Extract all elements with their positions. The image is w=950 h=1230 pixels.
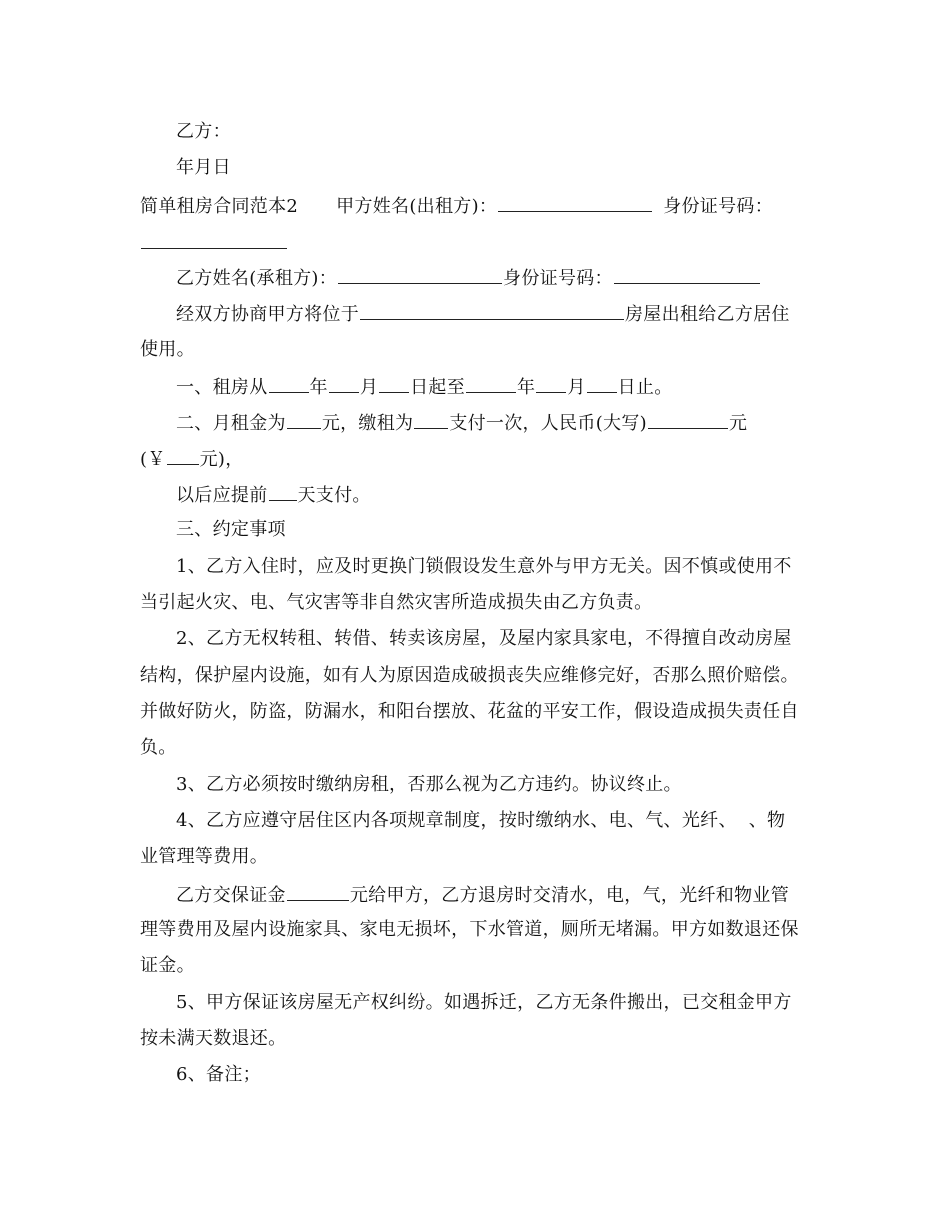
text: 年月日 — [176, 157, 231, 178]
blank — [329, 374, 359, 393]
text: 使用。 — [140, 339, 195, 360]
contract-title: 简单租房合同范本2 — [140, 196, 299, 217]
text-line — [176, 991, 820, 1015]
text: 经双方协商甲方将位于 — [176, 304, 359, 325]
text-line — [140, 918, 820, 942]
blank — [414, 410, 448, 429]
blank — [648, 410, 728, 429]
text: 元 — [728, 413, 748, 434]
section-heading — [176, 518, 820, 542]
text-line — [140, 338, 820, 362]
party-a-id-blank-line — [140, 230, 820, 254]
text-line — [176, 482, 820, 506]
text: 负。 — [140, 737, 177, 758]
text-line — [140, 664, 820, 688]
text-line — [176, 773, 820, 797]
text-line — [140, 700, 820, 724]
party-a-id-label: 身份证号码： — [663, 196, 774, 217]
blank — [536, 374, 566, 393]
party-a-id-blank — [141, 230, 287, 249]
party-b-signature-label — [176, 120, 820, 144]
party-b-id-label: 身份证号码： — [503, 268, 613, 289]
blank — [287, 410, 321, 429]
text: 房屋出租给乙方居住 — [625, 304, 790, 325]
text: 乙方交保证金 — [176, 885, 286, 906]
text: 、物 — [748, 810, 786, 831]
text: 月 — [567, 377, 586, 398]
notes-label — [176, 1063, 820, 1087]
blank — [167, 446, 199, 465]
text-line — [140, 1027, 820, 1051]
text: 年 — [517, 377, 536, 398]
text: 以后应提前 — [176, 485, 268, 506]
text: (￥ — [140, 449, 166, 470]
party-b-line — [176, 265, 820, 289]
text: 结构，保护屋内设施，如有人为原因造成破损丧失应维修完好，否那么照价赔偿。 — [140, 665, 799, 686]
text: 按未满天数退还。 — [140, 1028, 287, 1049]
deposit-blank — [287, 882, 349, 901]
text: 元，缴租为 — [321, 413, 414, 434]
deposit-line — [176, 882, 820, 906]
text-line — [176, 627, 820, 651]
party-b-id-blank — [614, 265, 760, 284]
date-label — [176, 156, 820, 180]
text: 2、乙方无权转租、转借、转卖该房屋，及屋内家具家电，不得擅自改动房屋 — [176, 628, 792, 649]
text: 业管理等费用。 — [140, 846, 269, 867]
text-line — [140, 954, 820, 978]
party-a-name-blank — [498, 193, 652, 212]
blank — [379, 374, 409, 393]
text: 理等费用及屋内设施家具、家电无损坏，下水管道，厕所无堵漏。甲方如数退还保 — [140, 919, 799, 940]
text: 6、备注； — [176, 1064, 261, 1085]
rent-amount-line — [140, 446, 820, 470]
text: 并做好防火，防盗，防漏水，和阳台摆放、花盆的平安工作，假设造成损失责任自 — [140, 701, 799, 722]
blank — [269, 374, 309, 393]
text: 日止。 — [617, 377, 673, 398]
text: 三、约定事项 — [176, 519, 286, 540]
text-line — [140, 591, 820, 615]
text: 1、乙方入住时，应及时更换门锁假设发生意外与甲方无关。因不慎或使用不 — [176, 556, 792, 577]
text: 一、租房从 — [176, 377, 268, 398]
text: 月 — [359, 377, 379, 398]
text: 二、月租金为 — [176, 413, 286, 434]
text: 支付一次，人民币(大写) — [449, 413, 647, 434]
text: 元给甲方，乙方退房时交清水，电，气，光纤和物业管 — [349, 885, 790, 906]
text-line — [140, 845, 820, 869]
text: 4、乙方应遵守居住区内各项规章制度，按时缴纳水、电、气、光纤、 — [176, 810, 737, 831]
party-b-name-blank — [338, 265, 502, 284]
text: 乙方： — [176, 121, 231, 142]
blank — [587, 374, 617, 393]
text: 证金。 — [140, 955, 195, 976]
text: 当引起火灾、电、气灾害等非自然灾害所造成损失由乙方负责。 — [140, 592, 653, 613]
rent-line — [176, 410, 820, 434]
blank — [466, 374, 516, 393]
lease-term-line — [176, 374, 820, 398]
text: 5、甲方保证该房屋无产权纠纷。如遇拆迁，乙方无条件搬出，已交租金甲方 — [176, 992, 792, 1013]
party-b-name-label: 乙方姓名(承租方)： — [176, 268, 338, 289]
party-a-name-label: 甲方姓名(出租方)： — [336, 196, 498, 217]
text: 天支付。 — [297, 485, 371, 506]
text-line — [176, 809, 820, 833]
contract-heading-line — [140, 193, 820, 217]
blank — [269, 482, 297, 501]
location-line — [176, 301, 820, 325]
text-line — [176, 555, 820, 579]
text: 日起至 — [410, 377, 466, 398]
location-blank — [360, 301, 624, 320]
text-line — [140, 736, 820, 760]
text: 3、乙方必须按时缴纳房租，否那么视为乙方违约。协议终止。 — [176, 774, 682, 795]
text: 元)， — [199, 449, 244, 470]
text: 年 — [309, 377, 328, 398]
